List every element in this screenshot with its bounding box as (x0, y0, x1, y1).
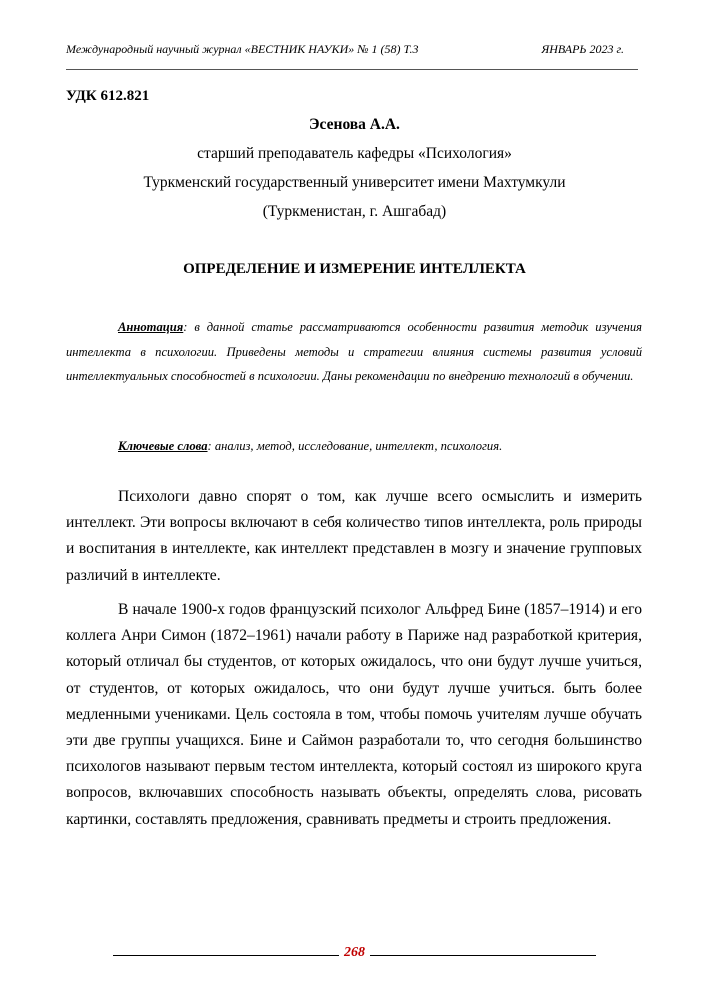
keywords-label: Ключевые слова (118, 439, 208, 453)
body-paragraph-2: В начале 1900-х годов французский психолог Альфред Бине (1857–1914) и его коллега Анри Симон (1872–1961) начали работу в Париже над разработкой критерия, который отличал бы студентов, от которых ожидалось, что они будут лучше учиться, от студентов, от которых ожидалось, что они будут лучше учиться. быть более медленными учениками. Цель состояла в том, чтобы помочь учителям лучше обучать эти две группы учащихся. Бине и Саймон разработали то, что сегодня большинство психологов называют первым тестом интеллекта, который состоял из широкого круга вопросов, включавших способность называть объекты, определять слова, рисовать картинки, составлять предложения, сравнивать предметы и строить предложения. (66, 601, 642, 828)
author-location: (Туркменистан, г. Ашгабад) (262, 203, 447, 220)
journal-title: Международный научный журнал «ВЕСТНИК НАУКИ» № 1 (58) Т.3 (66, 42, 419, 56)
keywords-text: : анализ, метод, исследование, интеллект, психология. (207, 439, 503, 453)
running-header (66, 41, 638, 59)
header-divider (66, 69, 638, 70)
page-footer (0, 943, 709, 962)
issue-date: ЯНВАРЬ 2023 г. (541, 42, 624, 56)
footer-rule-left (113, 943, 339, 956)
body-paragraph-1: Психологи давно спорят о том, как лучше всего осмыслить и измерить интеллект. Эти вопросы включают в себя количество типов интеллекта, роль природы и воспитания в интеллекте, как интеллект представлен в мозгу и значение групповых различий в интеллекте. (66, 488, 642, 584)
abstract-text: : в данной статье рассматриваются особенности развития методик изучения интеллекта в психологии. Приведены методы и стратегии влияния системы развития условий интеллектуальных способностей в психологии. Даны рекомендации по внедрению технологий в обучении. (66, 320, 642, 383)
abstract (66, 315, 642, 389)
footer-rule-right (370, 943, 596, 956)
page-number: 268 (344, 945, 365, 960)
udk-code: УДК 612.821 (66, 88, 150, 104)
author-name: Эсенова А.А. (309, 116, 400, 133)
author-university: Туркменский государственный университет имени Махтумкули (143, 174, 566, 191)
author-position: старший преподаватель кафедры «Психология» (197, 145, 512, 162)
article-title: ОПРЕДЕЛЕНИЕ И ИЗМЕРЕНИЕ ИНТЕЛЛЕКТА (183, 261, 526, 277)
keywords (66, 434, 642, 458)
abstract-label: Аннотация (118, 320, 184, 334)
